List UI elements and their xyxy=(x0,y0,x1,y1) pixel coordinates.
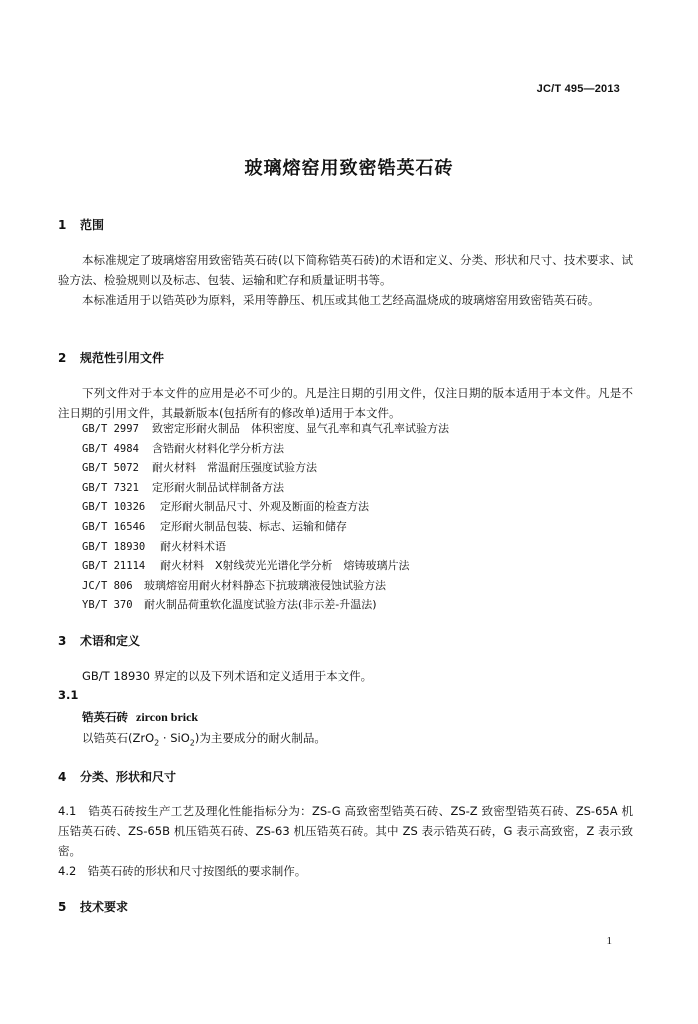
reference-name: 耐火材料 常温耐压强度试验方法 xyxy=(152,461,317,475)
reference-name: 耐火材料术语 xyxy=(160,539,226,553)
section-4-heading xyxy=(58,768,176,785)
subscript: 2 xyxy=(189,738,195,748)
reference-name: 耐火制品荷重软化温度试验方法(非示差-升温法) xyxy=(144,598,377,612)
section-1-paragraph-1: 本标准规定了玻璃熔窑用致密锆英石砖(以下简称锆英石砖)的术语和定义、分类、形状和尺寸、技术要求、试验方法、检验规则以及标志、包装、运输和贮存和质量证明书等。 xyxy=(58,253,633,287)
reference-item xyxy=(82,537,449,557)
reference-item xyxy=(82,556,449,576)
term-definition xyxy=(82,730,326,747)
reference-code: GB/T 18930 xyxy=(82,540,146,553)
reference-item xyxy=(82,517,449,537)
reference-name: 含锆耐火材料化学分析方法 xyxy=(152,441,284,455)
section-3-intro: GB/T 18930 界定的以及下列术语和定义适用于本文件。 xyxy=(82,669,373,683)
reference-item xyxy=(82,576,449,596)
standard-number: JC/T 495—2013 xyxy=(536,83,620,95)
section-2-heading xyxy=(58,349,164,366)
reference-code: GB/T 21114 xyxy=(82,560,146,573)
section-number: 5 xyxy=(58,900,67,914)
reference-item xyxy=(82,497,449,517)
reference-name: 定形耐火制品包装、标志、运输和储存 xyxy=(160,519,347,533)
section-4-clause-2: 4.2 锆英石砖的形状和尺寸按图纸的要求制作。 xyxy=(58,864,307,878)
document-title: 玻璃熔窑用致密锆英石砖 xyxy=(244,158,454,179)
reference-code: GB/T 16546 xyxy=(82,520,146,533)
reference-name: 定形耐火制品尺寸、外观及断面的检查方法 xyxy=(160,500,369,514)
page-number: 1 xyxy=(606,935,612,947)
term-english: zircon brick xyxy=(136,710,199,724)
reference-item xyxy=(82,439,449,459)
section-title: 规范性引用文件 xyxy=(80,351,165,365)
reference-item xyxy=(82,458,449,478)
subscript: 2 xyxy=(154,738,160,748)
section-1-heading xyxy=(58,216,104,233)
section-number: 2 xyxy=(58,351,67,365)
reference-name: 玻璃熔窑用耐火材料静态下抗玻璃液侵蚀试验方法 xyxy=(144,578,386,592)
section-1-paragraph-2: 本标准适用于以锆英砂为原料，采用等静压、机压或其他工艺经高温烧成的玻璃熔窑用致密锆英石砖。 xyxy=(82,293,600,307)
section-title: 分类、形状和尺寸 xyxy=(80,770,177,784)
definition-text: 以锆英石(ZrO xyxy=(82,731,155,745)
section-title: 术语和定义 xyxy=(80,634,141,648)
reference-code: JC/T 806 xyxy=(82,579,133,592)
reference-code: GB/T 2997 xyxy=(82,423,139,435)
section-4-clause-1: 4.1 锆英石砖按生产工艺及理化性能指标分为：ZS-G 高致密型锆英石砖、ZS-Z 致密型锆英石砖、ZS-65A 机压锆英石砖、ZS-65B 机压锆英石砖、ZS-63 机压锆英石砖。其中 ZS 表示锆英石砖，G 表示高致密，Z 表示致密。 xyxy=(58,804,633,858)
reference-code: GB/T 7321 xyxy=(82,481,139,494)
reference-code: GB/T 5072 xyxy=(82,462,139,475)
section-2-intro: 下列文件对于本文件的应用是必不可少的。凡是注日期的引用文件，仅注日期的版本适用于本文件。凡是不注日期的引用文件，其最新版本(包括所有的修改单)适用于本文件。 xyxy=(58,386,633,420)
reference-name: 耐火材料 X射线荧光光谱化学分析 熔铸玻璃片法 xyxy=(160,559,410,573)
reference-item xyxy=(82,478,449,498)
reference-name: 致密定形耐火制品 体积密度、显气孔率和真气孔率试验方法 xyxy=(152,422,449,435)
section-number: 3 xyxy=(58,634,67,648)
term-heading xyxy=(82,709,198,725)
definition-text: )为主要成分的耐火制品。 xyxy=(194,731,326,745)
section-3-heading xyxy=(58,632,140,649)
reference-code: GB/T 4984 xyxy=(82,442,139,455)
reference-code: GB/T 10326 xyxy=(82,501,146,514)
term-number: 3.1 xyxy=(58,688,79,702)
term-chinese: 锆英石砖 xyxy=(82,710,128,724)
section-title: 技术要求 xyxy=(80,900,129,914)
section-number: 1 xyxy=(58,218,67,232)
reference-item xyxy=(82,595,449,615)
reference-code: YB/T 370 xyxy=(82,599,133,612)
reference-item xyxy=(82,419,449,439)
reference-name: 定形耐火制品试样制备方法 xyxy=(152,480,284,494)
normative-references-list xyxy=(82,419,449,615)
section-title: 范围 xyxy=(80,218,105,232)
section-5-heading xyxy=(58,898,128,915)
section-number: 4 xyxy=(58,770,67,784)
definition-text: · SiO xyxy=(159,731,190,745)
